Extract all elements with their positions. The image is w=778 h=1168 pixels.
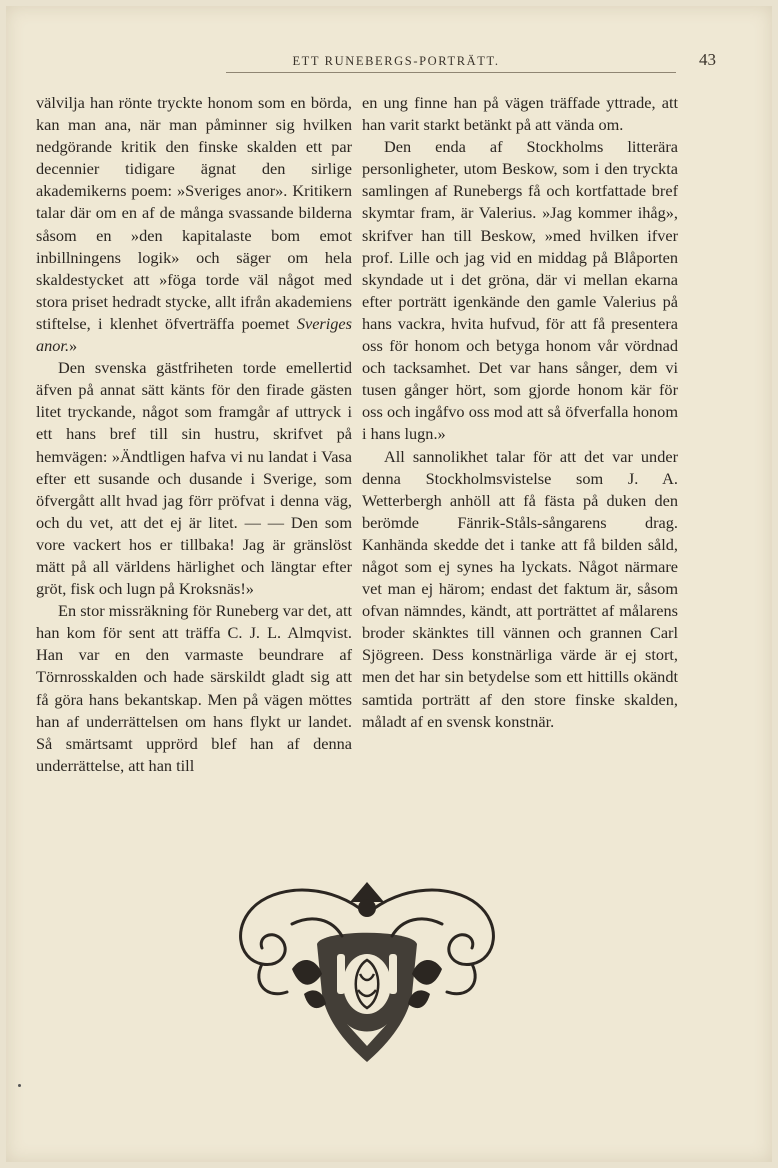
left-column (36, 92, 352, 777)
book-page (6, 6, 772, 1162)
left-paragraph-1-text: välvilja han rönte tryckte honom som en börda, kan man ana, när man påminner sig hvilken nedgörande kritik den finske skalden ett par decennier tidigare ägnat den sirlige akademikerns poem: »Sveriges anor». Kritikern talar där om en af de många svassande bilderna såsom en »den kapitalaste bom emot inbillningens logik» och säger om hela skaldestycket att »föga torde väl något med stora priset hedradt stycke, allt ifrån akademiens stiftelse, i klenhet öfverträffa poemet (36, 93, 352, 333)
page-number: 43 (699, 50, 716, 69)
left-paragraph-1-end: » (69, 336, 78, 356)
right-paragraph-2: Den enda af Stockholms litterära personligheter, utom Beskow, som i den tryckta samlingen af Runebergs få och kortfattade bref skymtar fram, är Valerius. »Jag kommer ihåg», skrifver han till Beskow, »med hvilken ifver prof. Lille och jag vid en middag på Blåporten skyndade ut i det gröna, där vi mellan ekarna efter porträtt igenkände den gamle Valerius på hans vackra, hvita hufvud, för att få presentera oss för honom och betyga honom vår vördnad och tacksamhet. Det var hans sånger, dem vi tusen gånger hört, som gjorde honom kär för oss och ingåfvo oss mod att så öfverfalla honom i hans lugn.» (362, 137, 678, 444)
right-column (362, 92, 678, 733)
right-paragraph-1: en ung finne han på vägen träffade yttrade, att han varit starkt betänkt på att vända om. (362, 93, 678, 135)
running-title: ETT RUNEBERGS-PORTRÄTT. (292, 54, 500, 68)
page-header (46, 50, 746, 74)
left-paragraph-3: En stor missräkning för Runeberg var det, att han kom för sent att träffa C. J. L. Almqvist. Han var en den varmaste beundrare af Törnrosskalden och hade särskildt gladt sig att få göra hans bekantskap. Men på vägen möttes han af underrättelsen om hans flykt ur landet. Så smärtsamt upprörd blef han af denna underrättelse, att han till (36, 601, 352, 775)
left-paragraph-2: Den svenska gästfriheten torde emellertid äfven på annat sätt känts för den firade gästen litet tryckande, något som framgår af uttryck i ett hans bref till sin hustru, skrifvet på hemvägen: »Ändtligen hafva vi nu landat i Vasa efter ett susande och dusande i Sverige, som öfvergått allt hvad jag förr pröfvat i denna väg, och du vet, att det ej är litet. — — Den som vore vackert hos er tillbaka! Jag är gränslöst mätt på all världens härlighet och längtar efter gröt, fisk och lugn på Kroksnäs!» (36, 358, 352, 599)
poem-title-italic: Sveriges anor. (36, 313, 352, 356)
left-paragraph-1 (36, 92, 352, 357)
baroque-ornament-icon (222, 874, 512, 1070)
right-paragraph-3: All sannolikhet talar för att det var under denna Stockholmsvistelse som J. A. Wetterbergh anhöll att få fästa på duken den berömde Fänrik-Ståls-sångarens drag. Kanhända skedde det i tanke att få bilden såld, något som ej synes ha lyckats. Något närmare vet man ej härom; endast det faktum är, såsom ofvan nämndes, kändt, att porträttet af målarens broder skänktes till vännen och grannen Carl Sjögreen. Dess konstnärliga värde är ej stort, men det har sin betydelse som ett hittills okändt samtida porträtt af den store finske skalden, måladt af en svensk konstnär. (362, 446, 678, 731)
print-speck (18, 1084, 21, 1087)
header-rule (226, 72, 676, 73)
